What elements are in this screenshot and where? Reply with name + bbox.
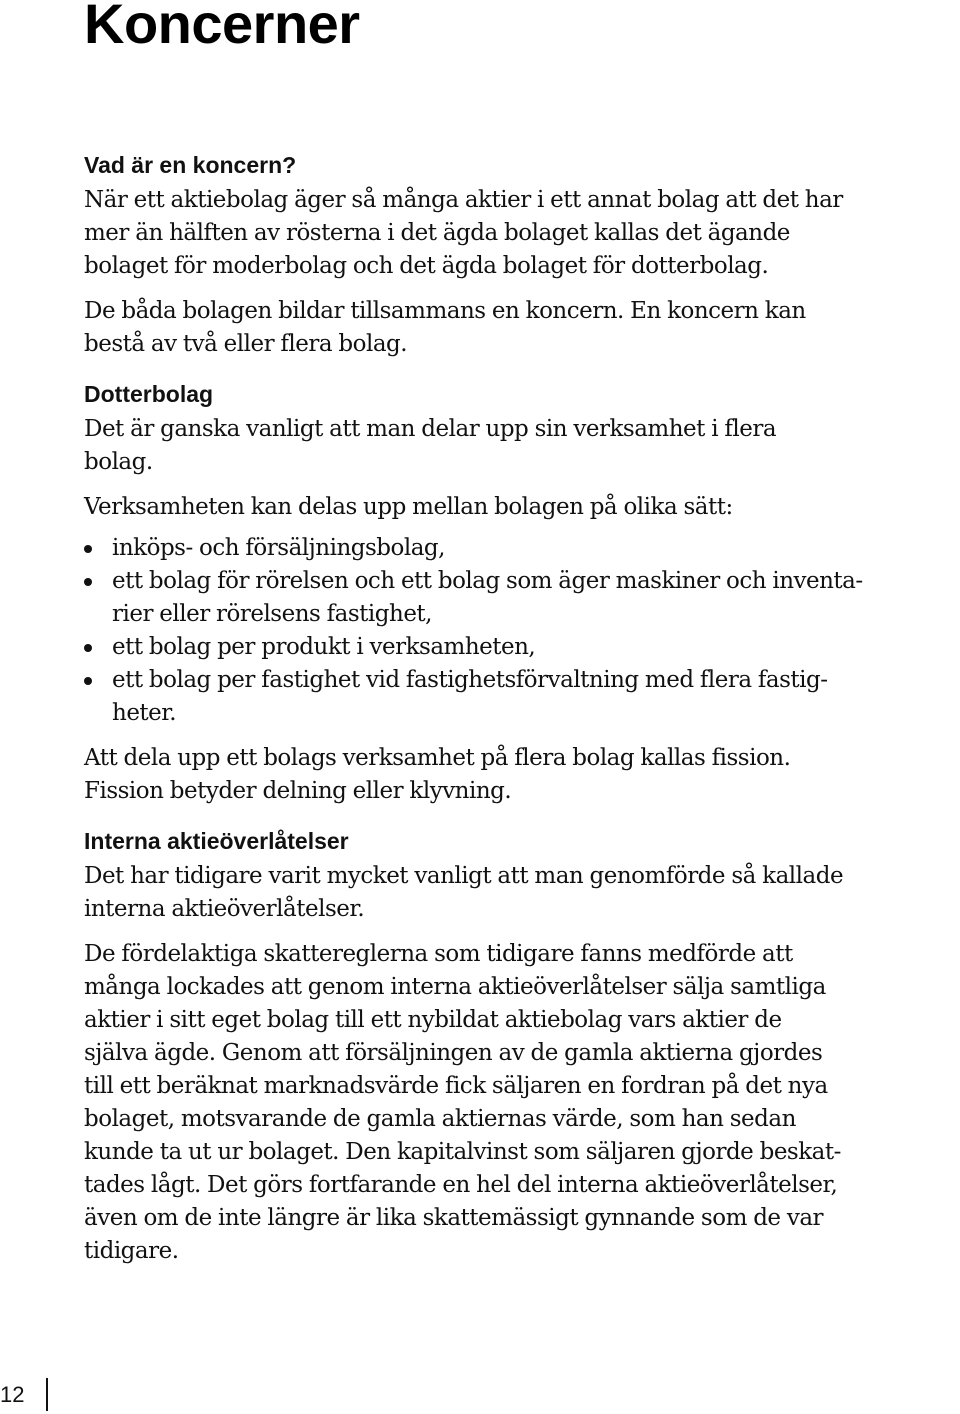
text-line: Fission betyder delning eller klyvning. (84, 778, 512, 804)
text-line: bestå av två eller flera bolag. (84, 331, 408, 357)
section-heading-interna-aktieoverlatelser: Interna aktieöverlåtelser (84, 828, 349, 854)
text-line: ett bolag per produkt i verksamheten, (112, 634, 536, 660)
text-line: interna aktieöverlåtelser. (84, 896, 365, 922)
paragraph-koncern-definition (84, 184, 960, 283)
text-line: själva ägde. Genom att försäljningen av de gamla aktierna gjordes (84, 1040, 823, 1066)
text-line: bolaget, motsvarande de gamla aktiernas värde, som han sedan (84, 1106, 796, 1132)
page-title: Koncerner (84, 0, 360, 55)
list-item (84, 565, 960, 631)
text-line: ett bolag per fastighet vid fastighetsförvaltning med flera fastig- (112, 667, 828, 693)
paragraph-fission (84, 742, 960, 808)
text-line: bolaget för moderbolag och det ägda bolaget för dotterbolag. (84, 253, 769, 279)
text-line: heter. (112, 700, 177, 726)
list-item (84, 532, 960, 565)
text-line: När ett aktiebolag äger så många aktier i ett annat bolag att det har (84, 187, 843, 213)
text-line: mer än hälften av rösterna i det ägda bolaget kallas det ägande (84, 220, 790, 246)
bullet-list-division-ways (84, 532, 960, 730)
text-line: Verksamheten kan delas upp mellan bolagen på olika sätt: (84, 494, 733, 520)
page-content (84, 150, 960, 1268)
bullet-icon (84, 545, 92, 553)
page-number: 12 (0, 1382, 25, 1407)
text-line: De fördelaktiga skattereglerna som tidigare fanns medförde att (84, 941, 793, 967)
text-line: inköps- och försäljningsbolag, (112, 535, 445, 561)
text-line: Det har tidigare varit mycket vanligt att man genomförde så kallade (84, 863, 844, 889)
text-line: Det är ganska vanligt att man delar upp sin verksamhet i flera (84, 416, 777, 442)
list-item (84, 631, 960, 664)
paragraph-dotterbolag-ways (84, 491, 960, 524)
text-line: till ett beräknat marknadsvärde fick säljaren en fordran på det nya (84, 1073, 828, 1099)
bullet-icon (84, 677, 92, 685)
page-footer (0, 1378, 60, 1414)
text-line: tidigare. (84, 1238, 179, 1264)
section-heading-dotterbolag: Dotterbolag (84, 381, 214, 407)
paragraph-interna-intro (84, 860, 960, 926)
text-line: Att dela upp ett bolags verksamhet på flera bolag kallas fission. (84, 745, 791, 771)
paragraph-koncern-composition (84, 295, 960, 361)
text-line: bolag. (84, 449, 153, 475)
text-line: även om de inte längre är lika skattemässigt gynnande som de var (84, 1205, 824, 1231)
text-line: rier eller rörelsens fastighet, (112, 601, 432, 627)
section-heading-vad-ar-en-koncern: Vad är en koncern? (84, 152, 297, 178)
text-line: aktier i sitt eget bolag till ett nybildat aktiebolag vars aktier de (84, 1007, 782, 1033)
bullet-icon (84, 644, 92, 652)
text-line: ett bolag för rörelsen och ett bolag som äger maskiner och inventa- (112, 568, 863, 594)
text-line: tades lågt. Det görs fortfarande en hel del interna aktieöverlåtelser, (84, 1172, 838, 1198)
footer-divider (46, 1378, 48, 1411)
paragraph-dotterbolag-intro (84, 413, 960, 479)
bullet-icon (84, 578, 92, 586)
list-item (84, 664, 960, 730)
text-line: De båda bolagen bildar tillsammans en koncern. En koncern kan (84, 298, 806, 324)
text-line: många lockades att genom interna aktieöverlåtelser sälja samtliga (84, 974, 826, 1000)
paragraph-interna-details (84, 938, 960, 1268)
text-line: kunde ta ut ur bolaget. Den kapitalvinst som säljaren gjorde beskat- (84, 1139, 841, 1165)
